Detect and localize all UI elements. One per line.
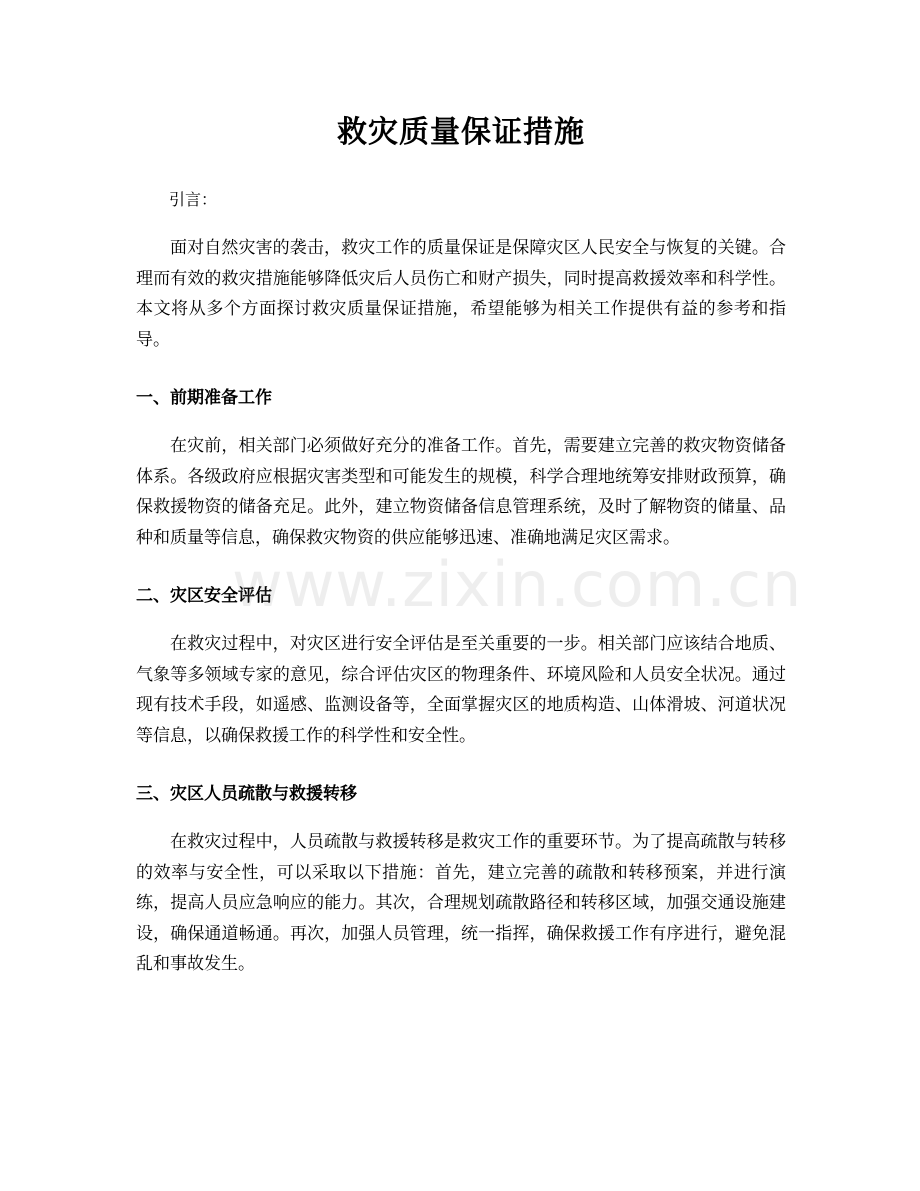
section-paragraph-preparation: 在灾前，相关部门必须做好充分的准备工作。首先，需要建立完善的救灾物资储备体系。各级政府应根据灾害类型和可能发生的规模，科学合理地统筹安排财政预算，确保救援物资的储备充足。此外，建立物资储备信息管理系统，及时了解物资的储量、品种和质量等信息，确保救灾物资的供应能够迅速、准确地满足灾区需求。 <box>136 436 786 548</box>
intro-label: 引言： <box>169 190 218 209</box>
document-title: 救灾质量保证措施 <box>337 115 585 150</box>
watermark: www.zixin.com.cn <box>232 548 803 621</box>
section-heading-preparation: 一、前期准备工作 <box>136 388 272 408</box>
section-heading-evacuation: 三、灾区人员疏散与救援转移 <box>136 784 357 804</box>
section-paragraph-safety-assessment: 在救灾过程中，对灾区进行安全评估是至关重要的一步。相关部门应该结合地质、气象等多领域专家的意见，综合评估灾区的物理条件、环境风险和人员安全状况。通过现有技术手段，如遥感、监测设备等，全面掌握灾区的地质构造、山体滑坡、河道状况等信息，以确保救援工作的科学性和安全性。 <box>136 634 786 746</box>
section-paragraph-evacuation: 在救灾过程中，人员疏散与救援转移是救灾工作的重要环节。为了提高疏散与转移的效率与安全性，可以采取以下措施：首先，建立完善的疏散和转移预案，并进行演练，提高人员应急响应的能力。其次，合理规划疏散路径和转移区域，加强交通设施建设，确保通道畅通。再次，加强人员管理，统一指挥，确保救援工作有序进行，避免混乱和事故发生。 <box>136 832 786 974</box>
section-heading-safety-assessment: 二、灾区安全评估 <box>136 586 272 606</box>
intro-paragraph: 面对自然灾害的袭击，救灾工作的质量保证是保障灾区人民安全与恢复的关键。合理而有效的救灾措施能够降低灾后人员伤亡和财产损失，同时提高救援效率和科学性。本文将从多个方面探讨救灾质量保证措施，希望能够为相关工作提供有益的参考和指导。 <box>136 238 786 350</box>
